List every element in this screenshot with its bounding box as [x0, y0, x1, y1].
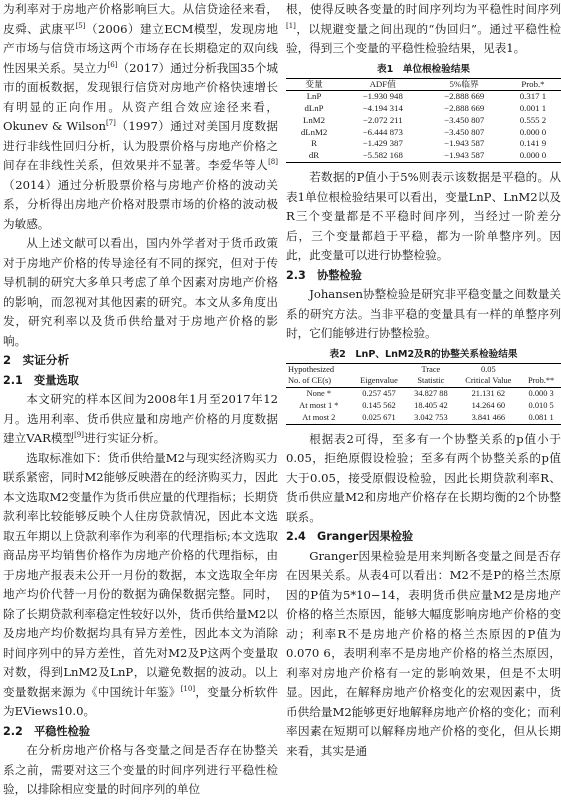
table-header: 变量	[305, 78, 323, 89]
table-header: Trace	[421, 364, 441, 374]
paragraph: 根，使得反映各变量的时间序列均为平稳性时间序列[1]，以规避变量之间出现的“伪回归”。通过平稳性检验，得到三个变量的平稳性检验结果，见表1。	[286, 2, 561, 55]
paragraph: 选取标准如下：货币供给量M2与现实经济购买力联系紧密，同时M2能够反映潜在的经济购买力，因此本文选取M2变量作为货币供应量的代理指标；长期贷款利率比较能够反映个人住房贷款情况，因此本文选取五年期以上贷款利率作为利率的代理指标;本文选取商品房平均销售价格作为房地产价格的代理指标，由于房地产报表未公开一月份的数据，本文选取全年房地产均价代替一月份的数据为确保数据完整。同时，除了长期贷款利率稳定性较好以外，货币供给量M2以及房地产均价数据均具有异方差性，因此本文为消除时间序列中的异方差性，首先对M2及P这两个变量取对数，得到LnM2及LnP，以避免数据的波动。以上变量数据来源为《中国统计年鉴》[10]，变量分析软件为EViews10.0。	[3, 450, 278, 718]
table-header: Eigenvalue	[360, 376, 398, 386]
citation: [1]	[286, 21, 296, 30]
table-header: Prob.**	[527, 376, 555, 386]
citation: [6]	[107, 60, 118, 69]
table-cell: −1.930 948	[362, 91, 403, 102]
table-cell: 0.257 457	[362, 389, 396, 399]
table-cell: None *	[306, 389, 332, 399]
table-cell: 0.010 5	[528, 400, 554, 410]
table-cell: −3.450 807	[444, 114, 485, 125]
table-cell: dLnP	[304, 103, 324, 114]
subsection-heading: 2.1 变量选取	[3, 373, 79, 387]
paragraph: 从上述文献可以看出，国内外学者对于货币政策对于房地产价格的传导途径有不同的探究，但对于传导机制的研究大多单只考虑了单个因素对房地产价格的影响，而忽视对其他因素的研究。本文从多角度出发，研究利率以及货币供给量对于房地产价格的影响。	[3, 236, 278, 348]
subsection-heading: 2.3 协整检验	[286, 268, 362, 282]
table-row	[286, 150, 561, 162]
table-header	[521, 363, 561, 375]
table-header: ADF值	[369, 78, 396, 89]
table-caption: 表1 单位根检验结果	[376, 63, 471, 75]
table-row	[286, 115, 561, 127]
table-row	[286, 103, 561, 115]
table-cell: 0.141 9	[519, 138, 547, 149]
table-header-row	[286, 78, 561, 91]
table-cell: −4.194 314	[362, 103, 403, 114]
paragraph: 在分析房地产价格与各变量之间是否存在协整关系之前，需要对这三个变量的时间序列进行平稳性检验，以排除相应变量的时间序列的单位	[3, 743, 278, 796]
table-cell: 14.264 60	[471, 400, 506, 410]
table-cell: −2.888 669	[444, 91, 485, 102]
table-row	[286, 127, 561, 139]
citation: [7]	[105, 119, 116, 128]
citation: [9]	[74, 431, 84, 440]
table-row	[286, 400, 561, 412]
table-cell: 0.000 0	[519, 150, 547, 161]
table-cell: −1.943 587	[444, 138, 485, 149]
table-cell: LnM2	[303, 114, 326, 125]
table-cell: 3.841 466	[471, 412, 506, 422]
table-cell: −3.450 807	[444, 126, 485, 137]
table-header: No. of CE(s)	[288, 376, 332, 386]
table-header: Statistic	[417, 376, 445, 386]
table-header: Critical Value	[465, 376, 512, 386]
table-cell: 0.145 562	[362, 400, 396, 410]
table-cell: At most 2	[302, 412, 336, 422]
paragraph: Johansen协整检验是研究非平稳变量之间数量关系的研究方法。当非平稳的变量具有一样的单整序列时，它们能够进行协整检验。	[286, 287, 561, 341]
section-heading: 2 实证分析	[3, 353, 70, 367]
table-cell: −1.429 387	[362, 138, 403, 149]
table-cell: R	[311, 138, 317, 149]
table-cell: 18.405 42	[414, 400, 448, 410]
table-caption: 表2 LnP、LnM2及R的协整关系检验结果	[329, 348, 518, 360]
table-row	[286, 388, 561, 400]
unit-root-table	[286, 78, 561, 164]
cointegration-table	[286, 363, 561, 425]
paragraph: 本文研究的样本区间为2008年1月至2017年12月。选用利率、货币供应量和房地产价格的月度数据建立VAR模型[9]进行实证分析。	[3, 392, 278, 445]
paragraph: 根据表2可得，至多有一个协整关系的p值小于0.05，拒绝原假设检验；至多有两个协整关系的p值大于0.05，接受原假设检验，因此长期贷款利率R、货币供应量M2和房地产价格存在长期均衡的2个协整联系。	[286, 431, 561, 524]
table-header: Hypothesized	[288, 364, 335, 374]
table-cell: −5.582 168	[362, 150, 403, 161]
citation: [5]	[75, 21, 86, 30]
table-header: Prob.*	[521, 78, 545, 89]
table-cell: dR	[308, 150, 320, 161]
table-cell: 0.081 1	[528, 412, 554, 422]
right-column	[286, 0, 561, 761]
subsection-heading: 2.4 Granger因果检验	[286, 530, 414, 544]
table-cell: 0.000 0	[519, 126, 547, 137]
paragraph: Granger因果检验是用来判断各变量之间是否存在因果关系。从表4可以看出：M2不是P的格兰杰原因的P值为5*10−14，表明货币供应量M2是房地产价格的格兰杰原因，能够大幅度影响房地产价格的变动；利率R不是房地产价格的格兰杰原因的P值为0.070 6，表明利率不是房地产价格的格兰杰原因，利率对房地产价格有一定的影响效果，但是不太明显。因此，在解释房地产价格变化的宏观因素中，货币供给量M2能够更好地解释房地产价格的变化；而利率因素在短期可以解释房地产价格的变化，但从长期来看，其实是通	[286, 548, 561, 758]
subsection-heading: 2.2 平稳性检验	[3, 724, 90, 738]
table-cell: LnP	[306, 91, 322, 102]
table-header: 5%临界	[449, 78, 479, 89]
paragraph: 为利率对于房地产价格影响巨大。从信贷途径来看，皮舜、武康平[5]（2006）建立ECM模型，发现房地产市场与信贷市场这两个市场存在长期稳定的双向线性因果关系。吴立力[6]（2017）通过分析我国35个城市的面板数据，发现银行信贷对房地产价格快速增长有明显的正向作用。从资产组合效应途径来看，Okunev & Wilson[7]（1997）通过对美国月度数据进行非线性回归分析，认为股票价格与房地产价格之间存在非线性关系，但效果并不显著。李爱华等人[8]（2014）通过分析股票价格与房地产价格的波动关系，分析得出房地产价格对股票市场的价格的波动极为敏感。	[3, 2, 279, 231]
table-cell: −2.888 669	[444, 103, 485, 114]
table-row	[286, 412, 561, 424]
table-header-row	[286, 375, 561, 387]
table-cell: 0.555 2	[519, 114, 547, 125]
left-column	[3, 0, 278, 800]
table-cell: 0.317 1	[519, 91, 547, 102]
table-cell: −6.444 873	[362, 126, 403, 137]
citation: [10]	[180, 684, 196, 693]
table-cell: −1.943 587	[444, 150, 485, 161]
table-cell: −2.072 211	[362, 114, 403, 125]
table-cell: 0.001 1	[519, 103, 547, 114]
citation: [8]	[268, 158, 278, 167]
table-cell: dLnM2	[300, 126, 328, 137]
table-row	[286, 91, 561, 103]
table-cell: 0.000 3	[528, 389, 554, 399]
table-header	[352, 363, 407, 375]
table-row	[286, 138, 561, 150]
table-cell: 0.025 671	[362, 412, 396, 422]
table-cell: 3.042 753	[414, 412, 448, 422]
table-cell: At most 1 *	[299, 400, 339, 410]
table-cell: 34.827 88	[414, 389, 448, 399]
table-header-row	[286, 363, 561, 375]
table-header: 0.05	[481, 364, 496, 374]
table-cell: 21.131 62	[471, 389, 506, 399]
paragraph: 若数据的P值小于5%则表示该数据是平稳的。从表1单位根检验结果可以看出，变量LnP、LnM2以及R三个变量都是不平稳时间序列，当经过一阶差分后，三个变量都趋于平稳，都为一阶单整序列。因此，此变量可以进行协整检验。	[286, 170, 561, 263]
